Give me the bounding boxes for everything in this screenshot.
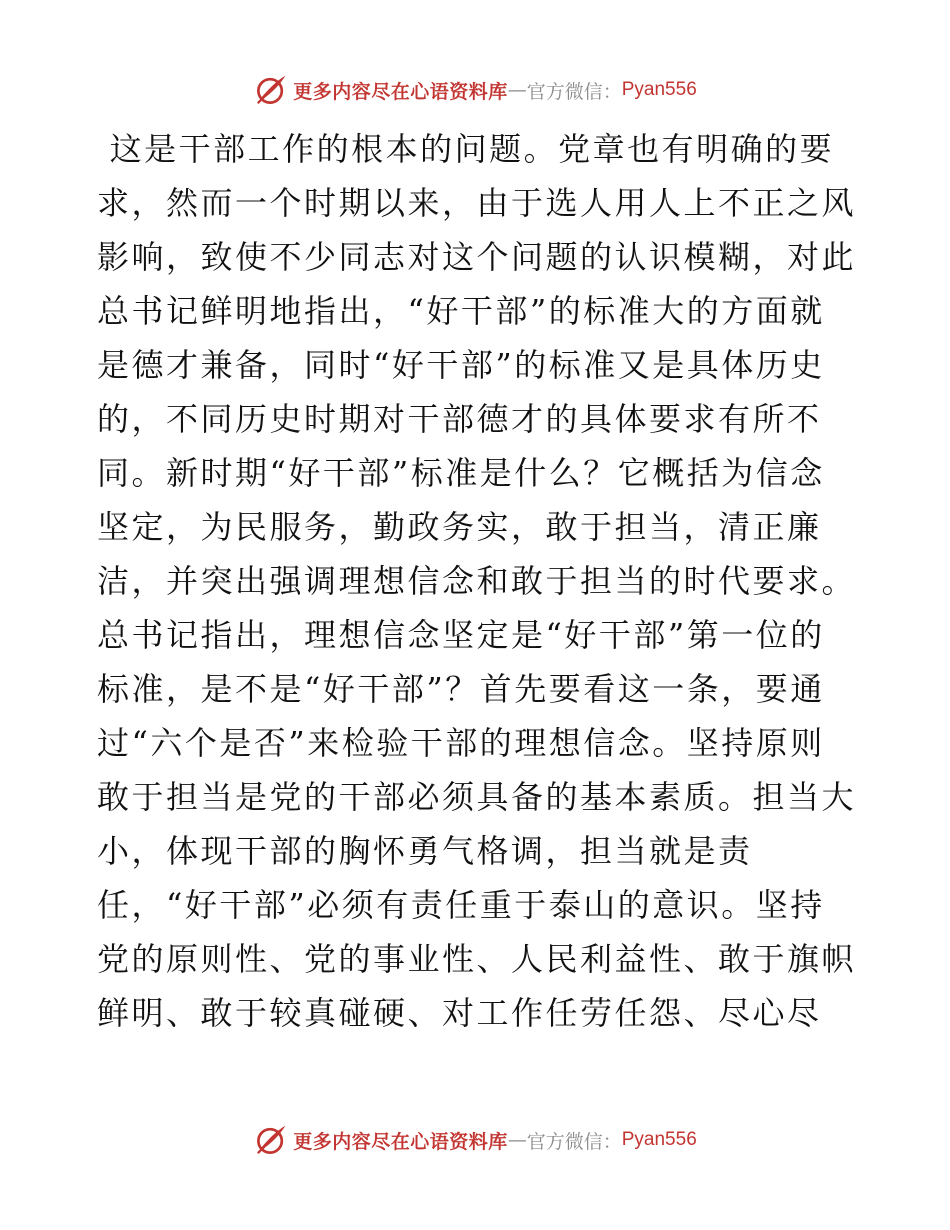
text-line: 小，体现干部的胸怀勇气格调，担当就是责 xyxy=(97,832,753,870)
text-line: 敢于担当是党的干部必须具备的基本素质。担当大 xyxy=(97,778,857,816)
text-line: 的，不同历史时期对干部德才的具体要求有所不 xyxy=(97,400,822,438)
document-body xyxy=(97,122,857,1040)
text-line: 标准，是不是“好干部”？首先要看这一条，要通 xyxy=(97,670,825,708)
text-line: 影响，致使不少同志对这个问题的认识模糊，对此 xyxy=(97,238,857,276)
text-line: 总书记鲜明地指出，“好干部”的标准大的方面就 xyxy=(97,292,825,330)
banner-dash: — xyxy=(507,1129,527,1151)
wechat-label: 官方微信： xyxy=(526,80,622,103)
footer-banner xyxy=(0,1122,950,1158)
quill-pen-circle-icon xyxy=(253,72,289,108)
banner-title: 更多内容尽在心语资料库 xyxy=(293,1130,508,1153)
text-line: 任，“好干部”必须有责任重于泰山的意识。坚持 xyxy=(97,886,825,924)
text-line: 是德才兼备，同时“好干部”的标准又是具体历史 xyxy=(97,346,825,384)
text-line: 这是干部工作的根本的问题。党章也有明确的要 xyxy=(97,130,835,168)
banner-title: 更多内容尽在心语资料库 xyxy=(293,80,508,103)
header-banner xyxy=(0,72,950,108)
text-line: 党的原则性、党的事业性、人民利益性、敢于旗帜 xyxy=(97,940,857,978)
wechat-id: Pyan556 xyxy=(621,79,697,100)
banner-dash: — xyxy=(507,79,527,101)
text-line: 鲜明、敢于较真碰硬、对工作任劳任怨、尽心尽 xyxy=(97,994,822,1032)
wechat-label: 官方微信： xyxy=(526,1130,622,1153)
text-line: 同。新时期“好干部”标准是什么？它概括为信念 xyxy=(97,454,825,492)
wechat-id: Pyan556 xyxy=(621,1129,697,1150)
text-line: 过“六个是否”来检验干部的理想信念。坚持原则 xyxy=(97,724,825,762)
quill-pen-circle-icon xyxy=(253,1122,289,1158)
text-line: 总书记指出，理想信念坚定是“好干部”第一位的 xyxy=(97,616,825,654)
text-line: 坚定，为民服务，勤政务实，敢于担当，清正廉 xyxy=(97,508,822,546)
text-line: 洁，并突出强调理想信念和敢于担当的时代要求。 xyxy=(97,562,857,600)
text-line: 求，然而一个时期以来，由于选人用人上不正之风 xyxy=(97,184,857,222)
